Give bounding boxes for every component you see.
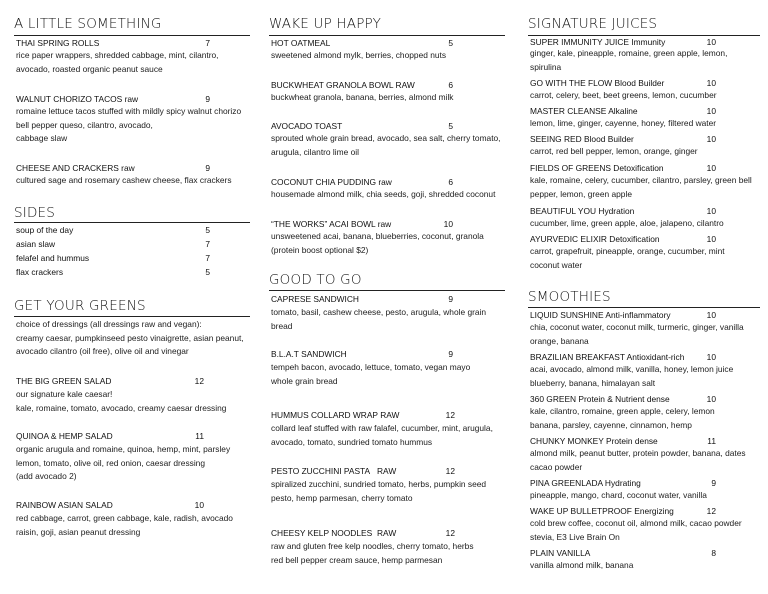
menu-item-price: 5 xyxy=(448,38,453,48)
menu-item-name: soup of the day xyxy=(16,225,74,235)
menu-item-price: 9 xyxy=(711,478,716,488)
menu-item-name: MASTER CLEANSE Alkaline xyxy=(530,106,638,116)
menu-item-price: 10 xyxy=(706,352,716,362)
section-title-signature-juices: SIGNATURE JUICES xyxy=(528,16,658,32)
menu-item-name: CHEESE AND CRACKERS raw xyxy=(16,163,135,173)
menu-item-name: QUINOA & HEMP SALAD xyxy=(16,431,113,441)
menu-item-description: cucumber, lime, green apple, aloe, jalapeno, cilantro xyxy=(530,218,724,228)
menu-item-description: almond milk, peanut butter, protein powder, banana, dates cacao powder xyxy=(530,448,746,472)
menu-item-description: lemon, lime, ginger, cayenne, honey, filtered water xyxy=(530,118,717,128)
section-rule xyxy=(14,222,250,223)
menu-item-description: our signature kale caesar! kale, romaine, tomato, avocado, creamy caesar dressing xyxy=(16,389,227,413)
menu-item-price: 9 xyxy=(448,349,453,359)
menu-item-price: 10 xyxy=(706,394,716,404)
menu-item-price: 11 xyxy=(707,436,716,446)
menu-item-price: 10 xyxy=(706,37,716,47)
menu-item-name: GO WITH THE FLOW Blood Builder xyxy=(530,78,665,88)
menu-item-description: vanilla almond milk, banana xyxy=(530,560,634,570)
menu-item-price: 9 xyxy=(205,94,210,104)
menu-item-price: 10 xyxy=(706,78,716,88)
menu-item-price: 6 xyxy=(448,80,453,90)
menu-item-price: 10 xyxy=(443,219,453,229)
section-title-a-little-something: A LITTLE SOMETHING xyxy=(14,16,162,32)
menu-item-name: AVOCADO TOAST xyxy=(271,121,343,131)
menu-item-price: 6 xyxy=(448,177,453,187)
menu-item-price: 5 xyxy=(205,267,210,277)
menu-item-price: 10 xyxy=(194,500,204,510)
menu-item-price: 10 xyxy=(706,206,716,216)
section-title-wake-up-happy: WAKE UP HAPPY xyxy=(269,16,382,32)
menu-item-description: chia, coconut water, coconut milk, turmeric, ginger, vanilla orange, banana xyxy=(530,322,744,346)
section-rule xyxy=(269,290,505,291)
menu-item-description: buckwheat granola, banana, berries, almond milk xyxy=(271,92,454,102)
section-title-smoothies: SMOOTHIES xyxy=(528,289,611,305)
menu-item-price: 12 xyxy=(706,506,716,516)
menu-item-name: BUCKWHEAT GRANOLA BOWL RAW xyxy=(271,80,415,90)
menu-item-description: organic arugula and romaine, quinoa, hemp, mint, parsley lemon, tomato, olive oil, red onion, caesar dressing (add avocado 2) xyxy=(16,444,231,481)
menu-item-price: 9 xyxy=(448,294,453,304)
menu-item-name: LIQUID SUNSHINE Anti-inflammatory xyxy=(530,310,671,320)
menu-item-name: RAINBOW ASIAN SALAD xyxy=(16,500,113,510)
menu-item-description: cold brew coffee, coconut oil, almond milk, cacao powder stevia, E3 Live Brain On xyxy=(530,518,742,542)
menu-item-price: 10 xyxy=(706,163,716,173)
menu-item-name: PINA GREENLADA Hydrating xyxy=(530,478,641,488)
menu-item-price: 10 xyxy=(706,310,716,320)
menu-item-description: ginger, kale, pineapple, romaine, green apple, lemon, spirulina xyxy=(530,48,728,72)
menu-item-name: WALNUT CHORIZO TACOS raw xyxy=(16,94,139,104)
menu-item-price: 8 xyxy=(711,548,716,558)
section-rule xyxy=(269,35,505,36)
menu-item-description: kale, cilantro, romaine, green apple, celery, lemon banana, parsley, cayenne, cinnamon, hemp xyxy=(530,406,715,430)
menu-item-name: WAKE UP BULLETPROOF Energizing xyxy=(530,506,674,516)
menu-item-name: FIELDS OF GREENS Detoxification xyxy=(530,163,664,173)
raw-tag: RAW xyxy=(377,466,397,476)
menu-item-name: asian slaw xyxy=(16,239,56,249)
menu-item-name: HOT OATMEAL xyxy=(271,38,331,48)
menu-item-name: PESTO ZUCCHINI PASTA xyxy=(271,466,371,476)
menu-item-name: CAPRESE SANDWICH xyxy=(271,294,359,304)
menu-item-description: unsweetened acai, banana, blueberries, coconut, granola (protein boost optional $2) xyxy=(271,231,484,255)
menu-item-description: raw and gluten free kelp noodles, cherry tomato, herbs red bell pepper cream sauce, hemp parmesan xyxy=(271,541,474,565)
menu-item-name: HUMMUS COLLARD WRAP RAW xyxy=(271,410,400,420)
section-title-get-your-greens: GET YOUR GREENS xyxy=(14,298,146,314)
section-rule xyxy=(14,35,250,36)
menu-item-name: BEAUTIFUL YOU Hydration xyxy=(530,206,635,216)
menu-item-price: 12 xyxy=(445,466,455,476)
menu-item-price: 12 xyxy=(194,376,204,386)
section-title-sides: SIDES xyxy=(14,205,56,221)
menu-item-description: romaine lettuce tacos stuffed with mildly spicy walnut chorizo bell pepper queso, cilantro, avocado, cabbage slaw xyxy=(16,106,242,143)
menu-item-price: 10 xyxy=(706,134,716,144)
menu-item-description: sweetened almond mylk, berries, chopped nuts xyxy=(271,50,447,60)
menu-item-name: CHUNKY MONKEY Protein dense xyxy=(530,436,658,446)
menu-item-description: kale, romaine, celery, cucumber, cilantro, parsley, green bell pepper, lemon, green apple xyxy=(530,175,752,199)
section-rule xyxy=(528,35,760,36)
menu-item-name: B.L.A.T SANDWICH xyxy=(271,349,347,359)
dressings-intro: choice of dressings (all dressings raw and vegan): creamy caesar, pumpkinseed pesto vinaigrette, asian peanut, avocado cilantro (oil free), olive oil and vinegar xyxy=(16,319,244,356)
section-rule xyxy=(528,307,760,308)
menu-item-description: tomato, basil, cashew cheese, pesto, arugula, whole grain bread xyxy=(271,307,487,331)
menu-item-name: felafel and hummus xyxy=(16,253,90,263)
menu-item-price: 5 xyxy=(448,121,453,131)
menu-item-description: spiralized zucchini, sundried tomato, herbs, pumpkin seed pesto, hemp parmesan, cherry tomato xyxy=(271,479,487,503)
menu-item-name: BRAZILIAN BREAKFAST Antioxidant-rich xyxy=(530,352,685,362)
menu-item-name: THAI SPRING ROLLS xyxy=(16,38,100,48)
menu-item-price: 10 xyxy=(706,234,716,244)
menu-item-description: tempeh bacon, avocado, lettuce, tomato, vegan mayo whole grain bread xyxy=(271,362,471,386)
menu-item-price: 5 xyxy=(205,225,210,235)
menu-item-description: cultured sage and rosemary cashew cheese, flax crackers xyxy=(16,175,232,185)
menu-item-description: housemade almond milk, chia seeds, goji, shredded coconut xyxy=(271,189,496,199)
raw-tag: RAW xyxy=(377,528,397,538)
menu-item-name: COCONUT CHIA PUDDING raw xyxy=(271,177,392,187)
menu-item-price: 7 xyxy=(205,239,210,249)
menu-item-name: “THE WORKS” ACAI BOWL raw xyxy=(271,219,392,229)
menu-item-name: THE BIG GREEN SALAD xyxy=(16,376,112,386)
menu-item-price: 11 xyxy=(195,431,204,441)
menu-item-description: collard leaf stuffed with raw falafel, cucumber, mint, arugula, avocado, tomato, sundried tomato hummus xyxy=(271,423,493,447)
menu-item-description: red cabbage, carrot, green cabbage, kale, radish, avocado raisin, goji, asian peanut dressing xyxy=(16,513,233,537)
section-title-good-to-go: GOOD TO GO xyxy=(269,272,362,288)
menu-item-name: SUPER IMMUNITY JUICE Immunity xyxy=(530,37,666,47)
menu-item-description: acai, avocado, almond milk, vanilla, honey, lemon juice blueberry, banana, himalayan salt xyxy=(530,364,734,388)
menu-item-description: rice paper wrappers, shredded cabbage, mint, cilantro, avocado, roasted organic peanut sauce xyxy=(16,50,219,74)
menu-item-name: SEEING RED Blood Builder xyxy=(530,134,634,144)
menu-item-description: pineapple, mango, chard, coconut water, vanilla xyxy=(530,490,707,500)
section-rule xyxy=(14,316,250,317)
menu-item-description: carrot, celery, beet, beet greens, lemon, cucumber xyxy=(530,90,717,100)
menu-item-description: carrot, grapefruit, pineapple, orange, cucumber, mint coconut water xyxy=(530,246,725,270)
menu-item-price: 7 xyxy=(205,253,210,263)
menu-item-price: 9 xyxy=(205,163,210,173)
menu-item-price: 12 xyxy=(445,528,455,538)
menu-item-price: 10 xyxy=(706,106,716,116)
menu-item-price: 12 xyxy=(445,410,455,420)
menu-item-name: AYURVEDIC ELIXIR Detoxification xyxy=(530,234,660,244)
menu-item-name: flax crackers xyxy=(16,267,64,277)
menu-item-name: PLAIN VANILLA xyxy=(530,548,591,558)
menu-item-description: sprouted whole grain bread, avocado, sea salt, cherry tomato, arugula, cilantro lime oil xyxy=(271,133,501,157)
menu-item-name: CHEESY KELP NOODLES xyxy=(271,528,373,538)
menu-item-name: 360 GREEN Protein & Nutrient dense xyxy=(530,394,670,404)
menu-item-description: carrot, red bell pepper, lemon, orange, ginger xyxy=(530,146,698,156)
menu-item-price: 7 xyxy=(205,38,210,48)
